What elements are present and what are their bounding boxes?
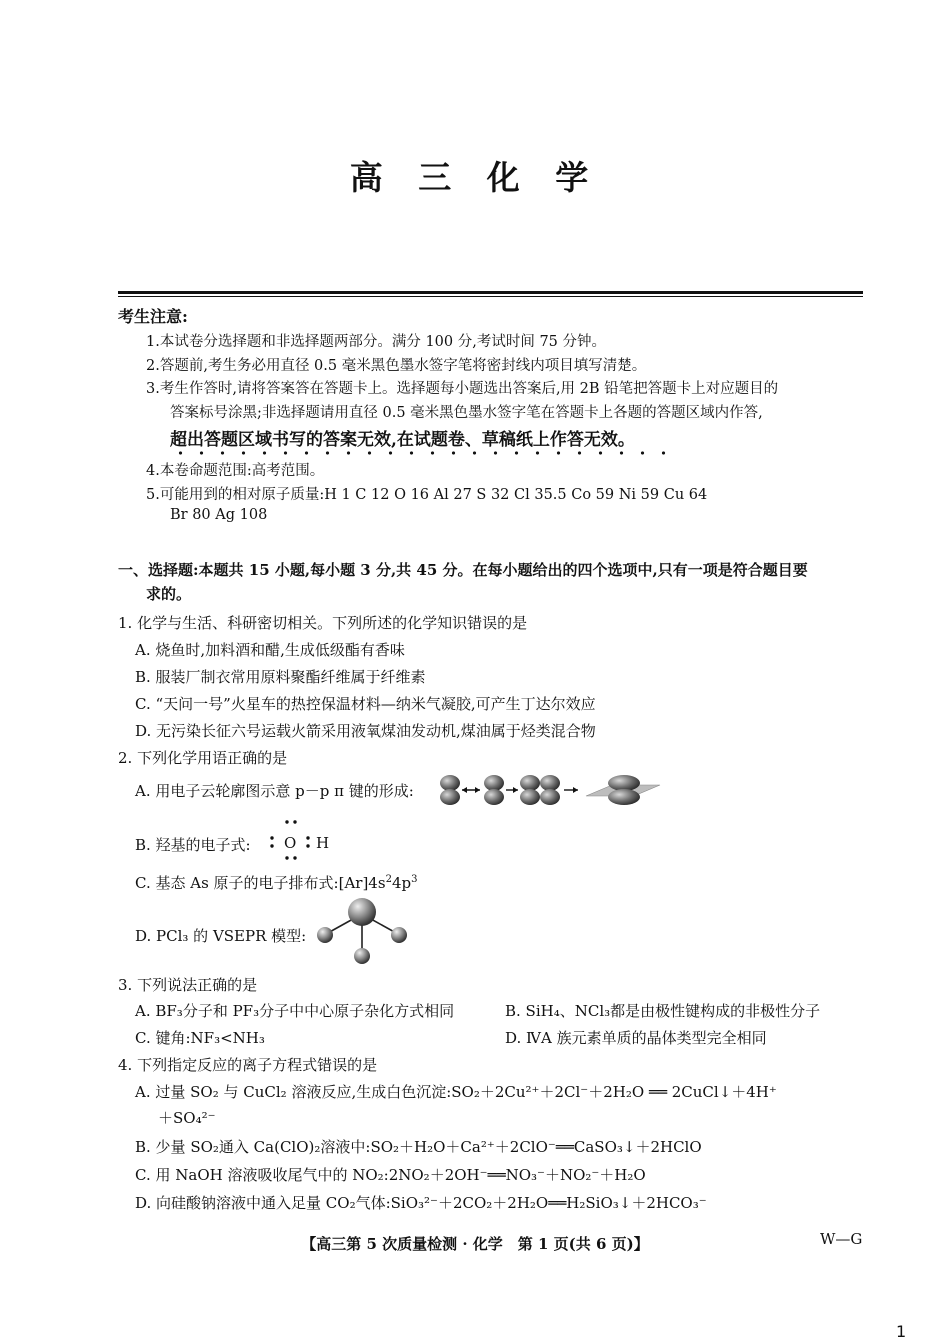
q3-option-c: C. 键角:NF₃<NH₃ (135, 1029, 265, 1047)
notice-item-5-cont: Br 80 Ag 108 (170, 507, 268, 523)
notice-item-4: 4.本卷命题范围:高考范围。 (146, 463, 325, 479)
q3-stem: 3. 下列说法正确的是 (118, 976, 258, 994)
q2-option-a: A. 用电子云轮廓图示意 p－p π 键的形成: (135, 782, 414, 800)
q2-option-d: D. PCl₃ 的 VSEPR 模型: (135, 927, 307, 945)
notice-item-2: 2.答题前,考生务必用直径 0.5 毫米黑色墨水签字笔将密封线内项目填写清楚。 (146, 358, 647, 374)
q2-option-c-text: C. 基态 As 原子的电子排布式:[Ar]4s (135, 874, 386, 892)
q1-option-c: C. “天问一号”火星车的热控保温材料—纳米气凝胶,可产生丁达尔效应 (135, 695, 596, 713)
q3-option-a: A. BF₃分子和 PF₃分子中中心原子杂化方式相同 (135, 1002, 455, 1020)
q2-stem: 2. 下列化学用语正确的是 (118, 749, 288, 767)
q4-option-d: D. 向硅酸钠溶液中通入足量 CO₂气体:SiO₃²⁻＋2CO₂＋2H₂O══H₂SiO₃↓＋2HCO₃⁻ (135, 1194, 707, 1212)
q3-option-b: B. SiH₄、NCl₃都是由极性键构成的非极性分子 (505, 1002, 821, 1020)
notice-item-5: 5.可能用到的相对原子质量:H 1 C 12 O 16 Al 27 S 32 Cl 35.5 Co 59 Ni 59 Cu 64 (146, 487, 708, 503)
q2-option-c-text-2: 4p (391, 874, 412, 892)
notice-item-3: 3.考生作答时,请将答案答在答题卡上。选择题每小题选出答案后,用 2B 铅笔把答题卡上对应题目的 (146, 381, 779, 397)
q1-option-b: B. 服装厂制衣常用原料聚酯纤维属于纤维素 (135, 668, 426, 686)
q2-option-b-hydrogen: H (316, 834, 330, 852)
header-rule (118, 291, 863, 294)
notice-heading: 考生注意: (118, 307, 188, 326)
emphasis-dots (170, 450, 675, 456)
q4-option-b: B. 少量 SO₂通入 Ca(ClO)₂溶液中:SO₂＋H₂O＋Ca²⁺＋2ClO⁻══CaSO₃↓＋2HClO (135, 1138, 702, 1156)
q2-option-b-oxygen: O (284, 834, 297, 852)
q4-option-a-cont: ＋SO₄²⁻ (158, 1109, 216, 1127)
page-number: 1 (896, 1322, 907, 1341)
page-footer: 【高三第 5 次质量检测 · 化学 第 1 页(共 6 页)】 (301, 1235, 649, 1253)
q4-option-c: C. 用 NaOH 溶液吸收尾气中的 NO₂:2NO₂＋2OH⁻══NO₃⁻＋NO₂⁻＋H₂O (135, 1166, 646, 1184)
pcl3-vsepr-model-icon (312, 892, 412, 968)
page-title: 高 三 化 学 (349, 158, 601, 197)
q2-option-c-s-sup: 2 (385, 874, 392, 885)
q4-option-a: A. 过量 SO₂ 与 CuCl₂ 溶液反应,生成白色沉淀:SO₂＋2Cu²⁺＋2Cl⁻＋2H₂O ══ 2CuCl↓＋4H⁺ (135, 1083, 777, 1101)
paper-code: W—G (820, 1230, 863, 1248)
q1-stem: 1. 化学与生活、科研密切相关。下列所述的化学知识错误的是 (118, 614, 528, 632)
q1-option-d: D. 无污染长征六号运载火箭采用液氧煤油发动机,煤油属于烃类混合物 (135, 722, 596, 740)
notice-item-3-cont: 答案标号涂黑;非选择题请用直径 0.5 毫米黑色墨水签字笔在答题卡上各题的答题区域内作答, (170, 405, 763, 421)
q2-option-c-p-sup: 3 (411, 874, 418, 885)
pi-bond-orbital-icon (436, 772, 662, 808)
notice-item-1: 1.本试卷分选择题和非选择题两部分。满分 100 分,考试时间 75 分钟。 (146, 334, 607, 350)
section-heading-cont: 求的。 (146, 585, 192, 603)
section-heading: 一、选择题:本题共 15 小题,每小题 3 分,共 45 分。在每小题给出的四个选项中,只有一项是符合题目要 (118, 561, 808, 579)
q2-option-b-label: B. 羟基的电子式: (135, 836, 251, 854)
q1-option-a: A. 烧鱼时,加料酒和醋,生成低级酯有香味 (135, 641, 405, 659)
q2-option-c (135, 872, 417, 893)
notice-item-3-emphasis: 超出答题区域书写的答案无效,在试题卷、草稿纸上作答无效。 (170, 430, 635, 450)
header-rule-thin (118, 296, 863, 297)
q3-option-d: D. ⅣA 族元素单质的晶体类型完全相同 (505, 1029, 767, 1047)
q4-stem: 4. 下列指定反应的离子方程式错误的是 (118, 1056, 378, 1074)
